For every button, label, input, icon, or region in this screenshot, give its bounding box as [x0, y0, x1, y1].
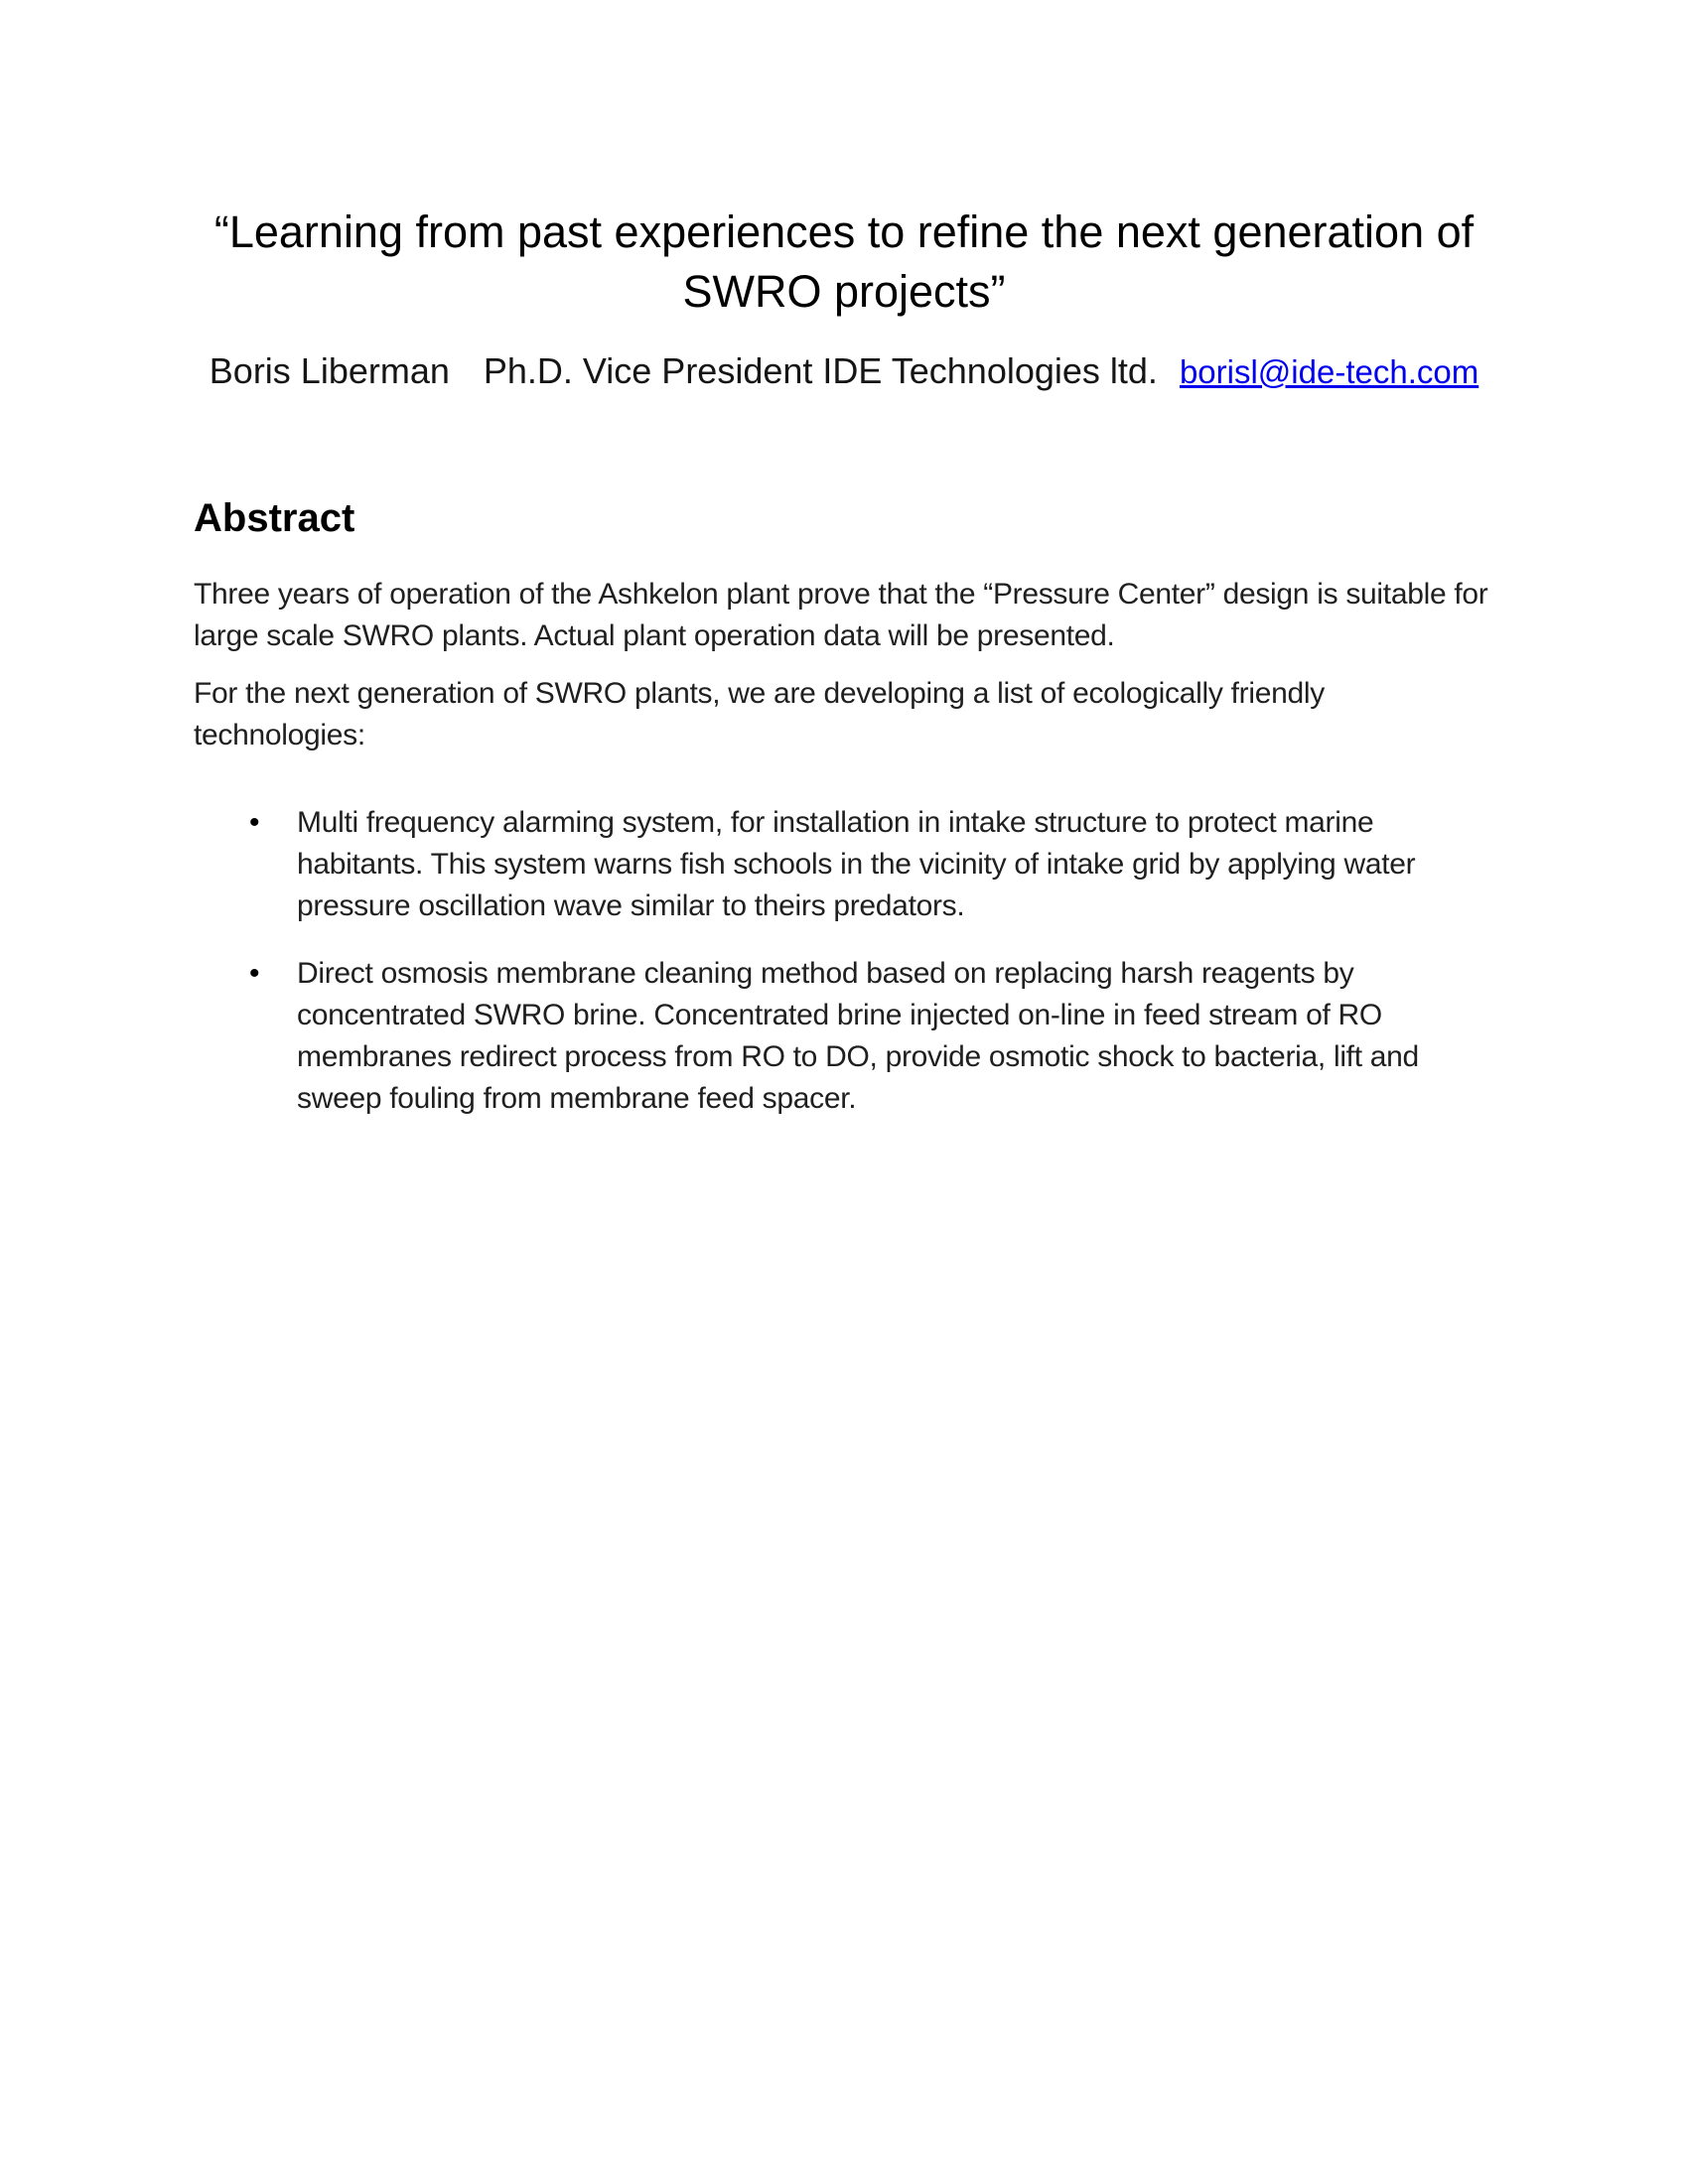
author-email-link[interactable]: borisl@ide-tech.com	[1179, 353, 1479, 390]
author-name: Boris Liberman	[209, 350, 450, 391]
author-credentials: Ph.D. Vice President IDE Technologies ltd.	[483, 350, 1158, 391]
author-line	[99, 348, 1589, 395]
bullet-text: Direct osmosis membrane cleaning method based on replacing harsh reagents by concentrated SWRO brine. Concentrated brine injected on-line in feed stream of RO membranes redirect process from RO to DO, provide osmotic shock to bacteria, lift and sweep fouling from membrane feed spacer.	[297, 957, 1419, 1115]
bullet-icon: •	[249, 957, 260, 990]
abstract-paragraph-2: For the next generation of SWRO plants, we are developing a list of ecologically friendly technologies:	[194, 677, 1325, 751]
bullet-icon: •	[249, 806, 260, 839]
list-item-direct-osmosis	[194, 953, 1494, 1120]
technology-list	[194, 802, 1494, 1120]
abstract-heading: Abstract	[194, 496, 355, 540]
list-item-alarming-system	[194, 802, 1494, 927]
document-title: “Learning from past experiences to refine the next generation of SWRO projects”	[213, 206, 1475, 317]
abstract-section	[194, 494, 1494, 1120]
bullet-text: Multi frequency alarming system, for installation in intake structure to protect marine habitants. This system warns fish schools in the vicinity of intake grid by applying water pressure oscillation wave similar to theirs predators.	[297, 806, 1416, 922]
abstract-paragraph-1: Three years of operation of the Ashkelon plant prove that the “Pressure Center” design is suitable for large scale SWRO plants. Actual plant operation data will be presented.	[194, 578, 1488, 652]
